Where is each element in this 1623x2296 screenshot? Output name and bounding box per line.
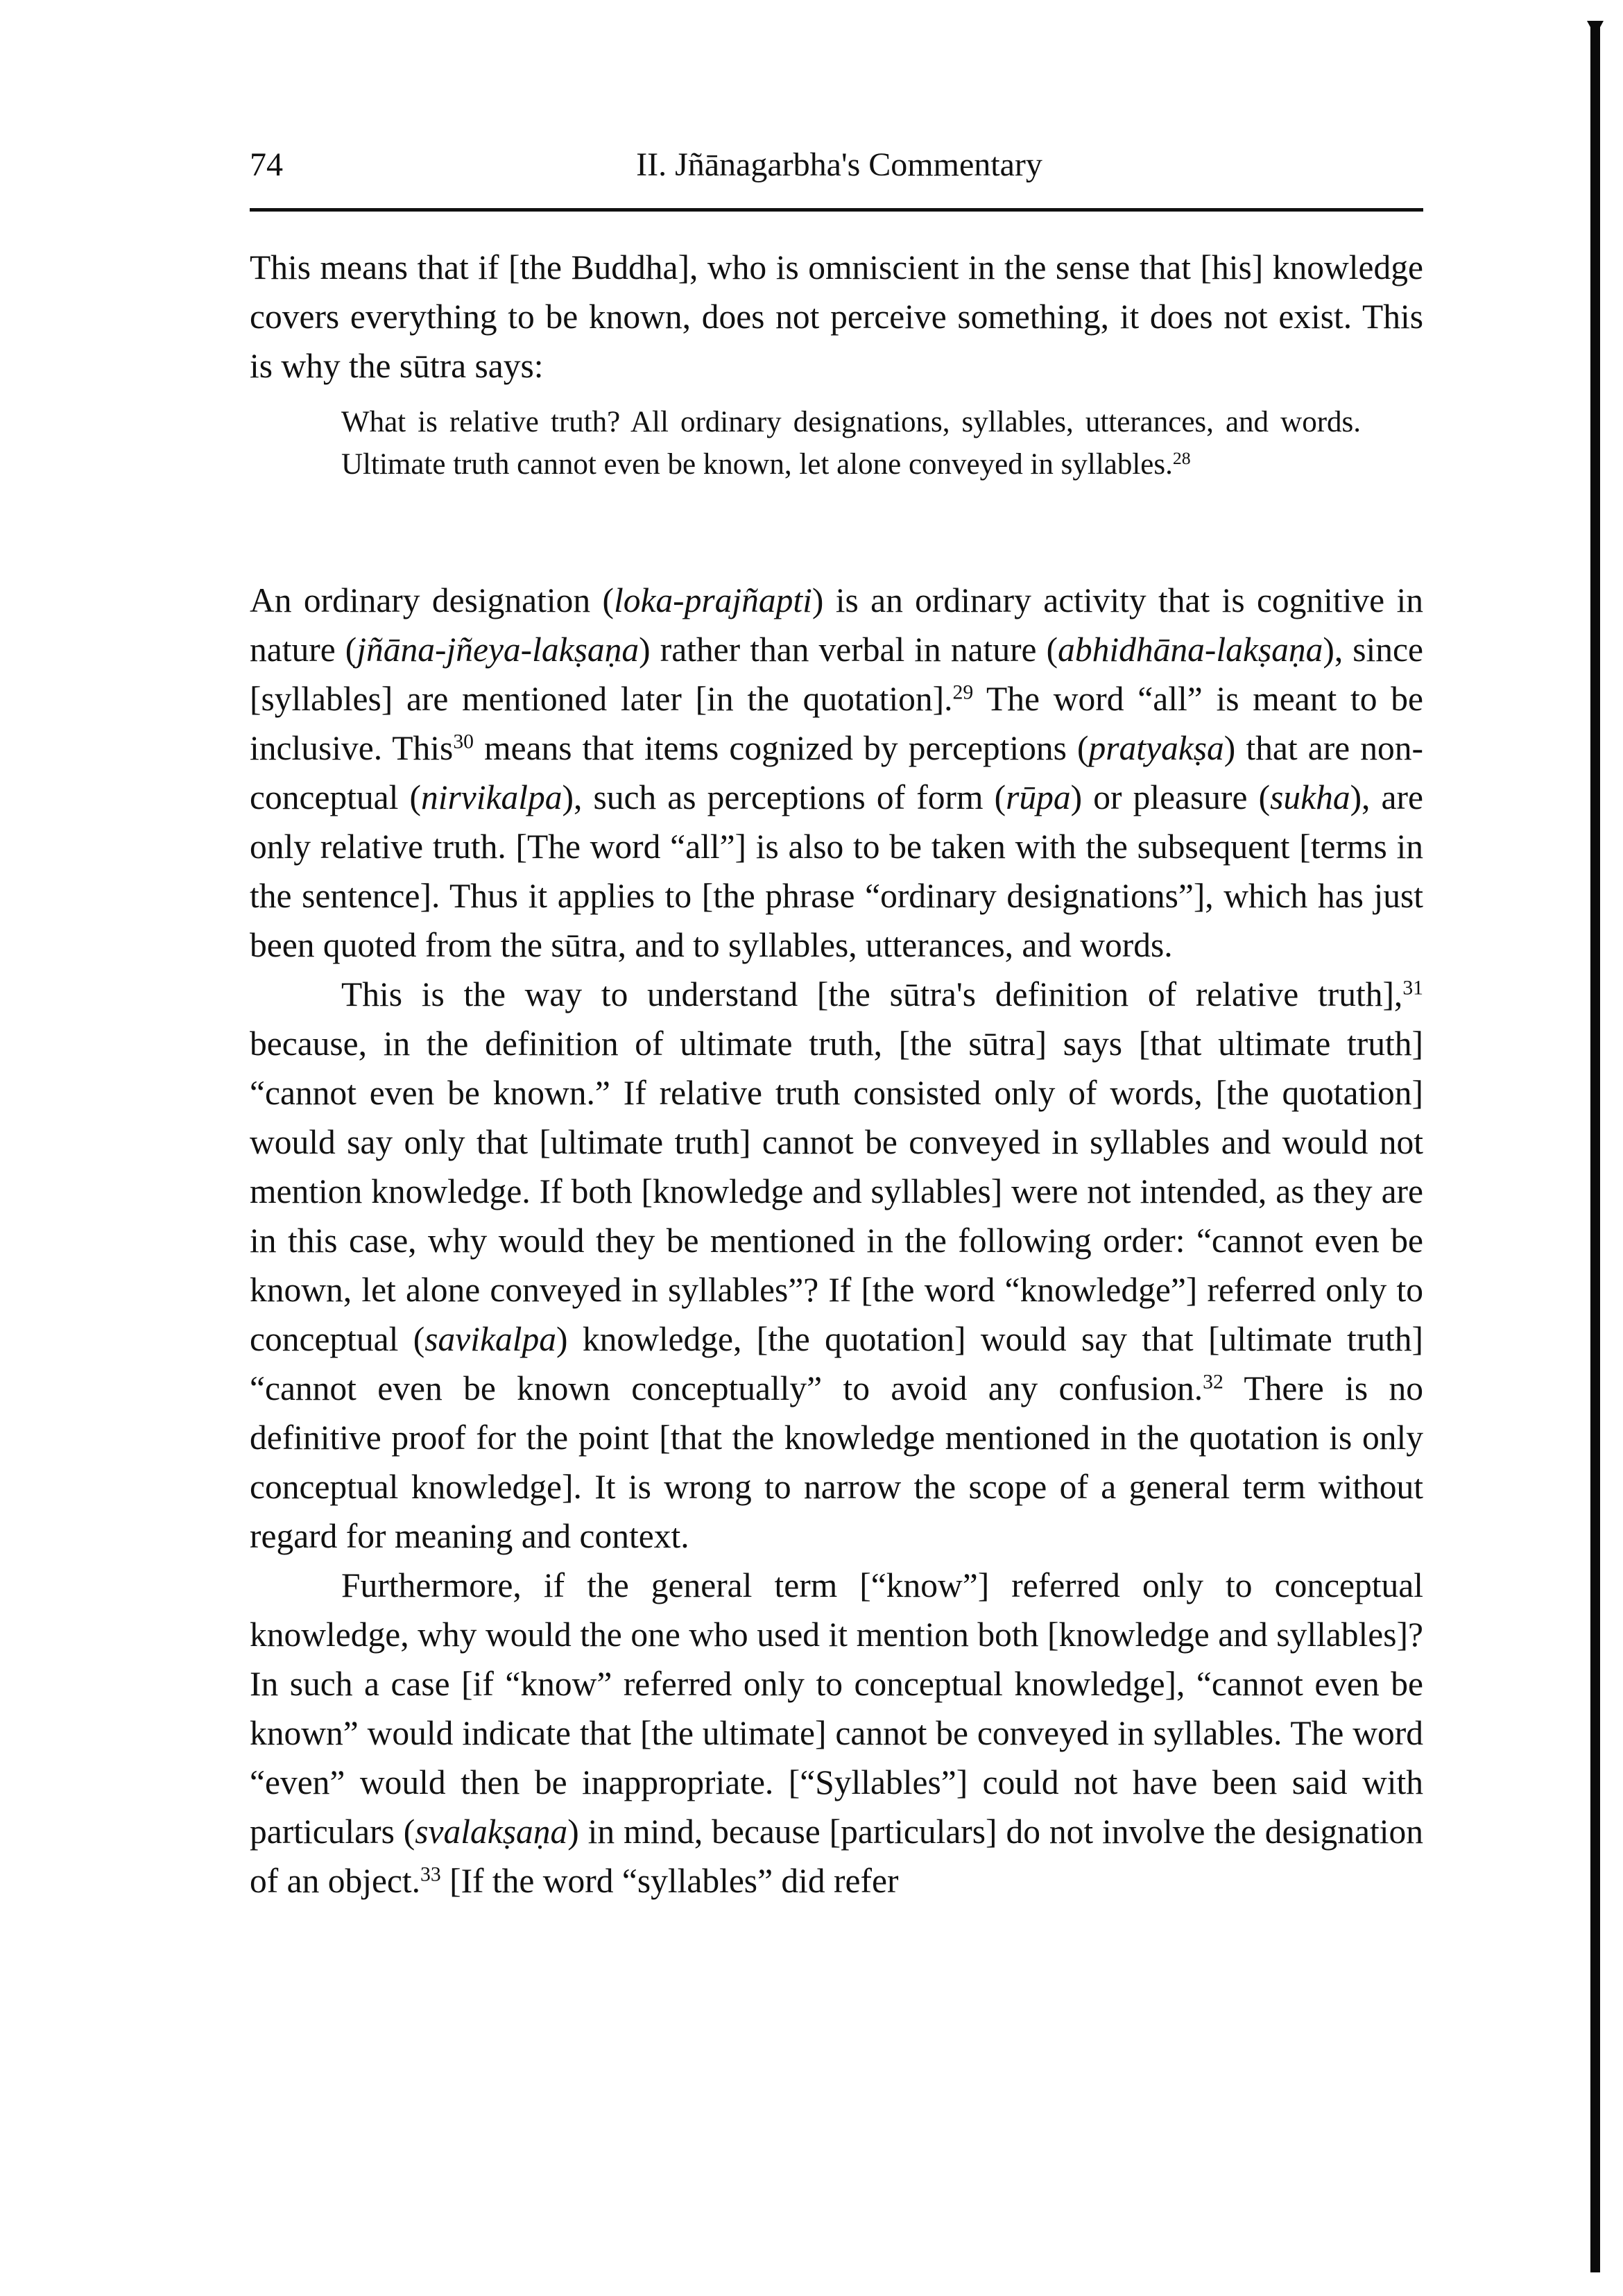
page-edge-shadow	[1590, 25, 1600, 2272]
sanskrit-term: abhidhāna-lakṣaṇa	[1058, 631, 1323, 669]
text-run: An ordinary designation (	[250, 581, 614, 619]
header-rule	[250, 208, 1423, 212]
sanskrit-term: rūpa	[1006, 778, 1071, 816]
text-run: ) in mind, because [particulars] do not involve the designation of an object.	[250, 1813, 1423, 1900]
paragraph-3	[250, 1561, 1423, 1905]
running-title: II. Jñānagarbha's Commentary	[636, 146, 1042, 183]
text-run: ) rather than verbal in nature (	[639, 631, 1058, 669]
text-run: means that items cognized by perceptions (	[474, 729, 1089, 767]
footnote-ref: 29	[952, 681, 974, 704]
text-run: There is no definitive proof for the point [that the knowledge mentioned in the quotation is only conceptual knowledge]. It is wrong to narrow the scope of a general term without regard for meaning and context.	[250, 1369, 1423, 1555]
body-text	[250, 576, 1423, 1905]
block-quote	[341, 401, 1361, 486]
text-run: ) that are non-conceptual (	[250, 729, 1423, 816]
sanskrit-term: loka-prajñapti	[613, 581, 812, 619]
text-run: ) knowledge, [the quotation] would say that [ultimate truth] “cannot even be known conceptually” to avoid any confusion.	[250, 1320, 1424, 1407]
footnote-ref: 28	[1172, 447, 1191, 468]
footnote-ref: 32	[1203, 1371, 1223, 1394]
text-run: because, in the definition of ultimate truth, [the sūtra] says [that ultimate truth] “cannot even be known.” If relative truth consisted only of words, [the quotation] would say only that [ultimate truth] cannot be conveyed in syllables and would not mention knowledge. If both [knowledge and syllables] were not intended, as they are in this case, why would they be mentioned in the following order: “cannot even be known, let alone conveyed in syllables”? If [the word “knowledge”] referred only to conceptual (	[250, 1025, 1423, 1358]
running-header	[250, 146, 1423, 194]
text-run: Furthermore, if the general term [“know”] referred only to conceptual knowledge, why would the one who used it mention both [knowledge and syllables]? In such a case [if “know” referred only to conceptual knowledge], “cannot even be known” would indicate that [the ultimate] cannot be conveyed in syllables. The word “even” would then be inappropriate. [“Syllables”] could not have been said with particulars (	[250, 1566, 1423, 1851]
text-run: ) or pleasure (	[1070, 778, 1271, 816]
text-run: ), since [syllables] are mentioned later [in the quotation].	[250, 631, 1423, 718]
sanskrit-term: sukha	[1270, 778, 1350, 816]
text-run: ) is an ordinary activity that is cognitive in nature (	[250, 581, 1424, 669]
footnote-ref: 31	[1402, 977, 1423, 1000]
intro-text: This means that if [the Buddha], who is omniscient in the sense that [his] knowledge covers everything to be known, does not perceive something, it does not exist. This is why the sūtra says:	[250, 248, 1423, 385]
text-run: This is the way to understand [the sūtra's definition of relative truth],	[341, 975, 1403, 1013]
text-run: ), are only relative truth. [The word “all”] is also to be taken with the subsequent [terms in the sentence]. Thus it applies to [the phrase “ordinary designations”], which has just been quoted from the sūtra, and to syllables, utterances, and words.	[250, 778, 1423, 964]
quote-text: What is relative truth? All ordinary designations, syllables, utterances, and words. Ultimate truth cannot even be known, let alone conveyed in syllables.	[341, 406, 1361, 481]
footnote-ref: 30	[453, 730, 474, 753]
sanskrit-term: savikalpa	[424, 1320, 556, 1358]
text-run: [If the word “syllables” did refer	[440, 1862, 899, 1900]
footnote-ref: 33	[420, 1863, 441, 1886]
sanskrit-term: jñāna-jñeya-lakṣaṇa	[357, 631, 639, 669]
sanskrit-term: nirvikalpa	[421, 778, 563, 816]
text-run: The word “all” is meant to be inclusive. This	[250, 680, 1423, 767]
text-run: ), such as perceptions of form (	[562, 778, 1006, 816]
page-number: 74	[250, 146, 283, 183]
paragraph-2	[250, 970, 1423, 1561]
paragraph-1	[250, 576, 1423, 970]
intro-paragraph	[250, 243, 1423, 391]
sanskrit-term: svalakṣaṇa	[415, 1813, 568, 1851]
sanskrit-term: pratyakṣa	[1088, 729, 1224, 767]
